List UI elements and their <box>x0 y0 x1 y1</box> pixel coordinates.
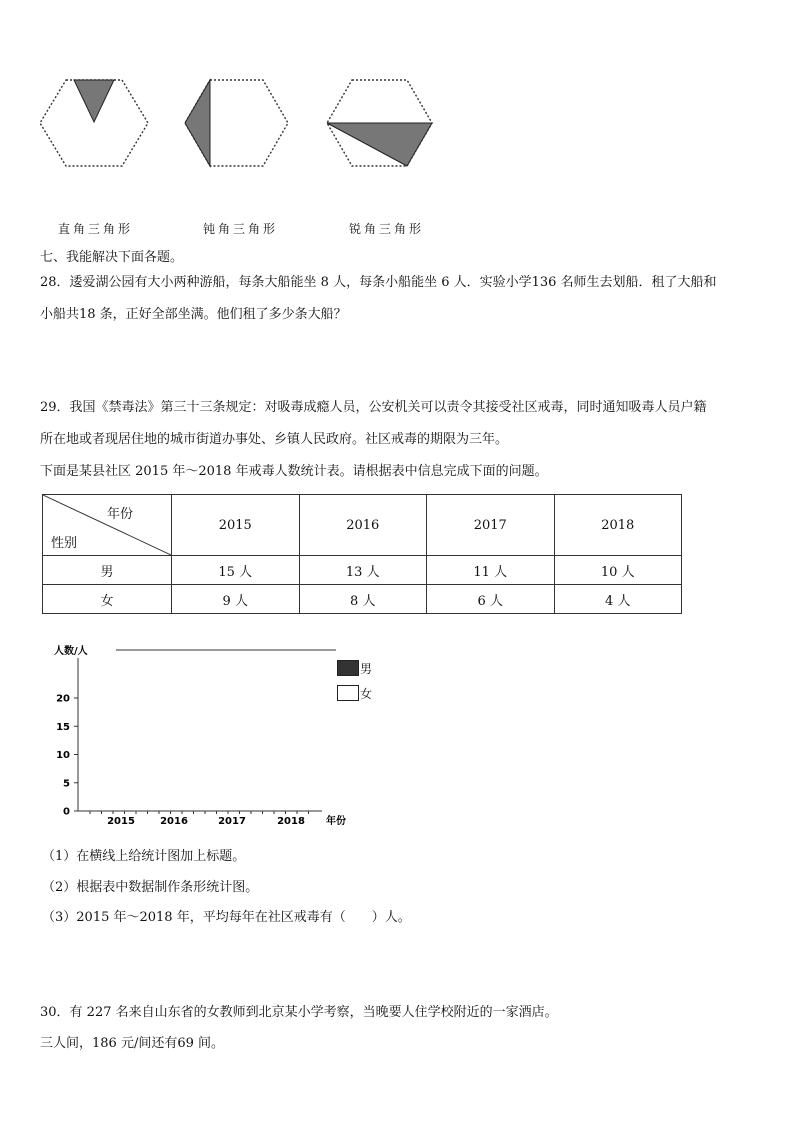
legend-label-male: 男 <box>360 662 373 676</box>
year-header: 2017 <box>427 495 555 556</box>
row-label: 男 <box>43 556 172 585</box>
table-row <box>43 585 682 614</box>
q30-line2: 三人间，186 元/间还有69 间。 <box>40 1036 224 1051</box>
x-tick-label: 2016 <box>160 816 188 827</box>
legend-swatch-female <box>337 685 359 701</box>
q28-line1: 28．逶爱湖公园有大小两种游船，每条大船能坐 8 人，每条小船能坐 6 人．实验小学136 名师生去划船．租了大船和 <box>40 275 717 290</box>
q29-line1: 29．我国《禁毒法》第三十三条规定：对吸毒成瘾人员，公安机关可以责令其接受社区戒毒，同时通知吸毒人员户籍 <box>40 400 707 415</box>
hexagon-right-triangle <box>40 80 148 166</box>
triangle-figures <box>0 0 794 240</box>
table-header-row <box>43 495 682 556</box>
y-tick-label: 15 <box>56 721 70 733</box>
table-cell: 13 人 <box>299 556 427 585</box>
corner-gender-label: 性别 <box>51 536 78 551</box>
q29-line2: 所在地或者现居住地的城市街道办事处、乡镇人民政府。社区戒毒的期限为三年。 <box>40 432 509 447</box>
y-tick-label: 5 <box>63 778 70 790</box>
table-cell: 4 人 <box>554 585 682 614</box>
table-cell: 6 人 <box>427 585 555 614</box>
bar-chart <box>40 640 380 835</box>
hexagon-acute-triangle <box>327 80 432 166</box>
q29-line3: 下面是某县社区 2015 年～2018 年戒毒人数统计表。请根据表中信息完成下面的问题。 <box>40 464 548 479</box>
table-cell: 8 人 <box>299 585 427 614</box>
q29-sub3: （3）2015 年～2018 年，平均每年在社区戒毒有（ ）人。 <box>42 910 411 925</box>
row-label: 女 <box>43 585 172 614</box>
x-tick-label: 2015 <box>107 816 135 827</box>
corner-year-label: 年份 <box>106 507 133 522</box>
statistics-table <box>42 494 682 614</box>
year-header: 2018 <box>554 495 682 556</box>
y-tick-label: 10 <box>56 750 70 761</box>
hexagon-obtuse-triangle <box>185 80 288 166</box>
section-heading: 七、我能解决下面各题。 <box>40 250 184 265</box>
table-row <box>43 556 682 585</box>
y-tick-label: 20 <box>56 693 70 705</box>
legend-label-female: 女 <box>360 687 373 701</box>
year-header: 2016 <box>299 495 427 556</box>
table-cell: 15 人 <box>172 556 300 585</box>
x-tick-label: 2018 <box>277 816 305 827</box>
q28-line2: 小船共18 条，正好全部坐满。他们租了多少条大船？ <box>40 307 347 322</box>
y-axis-label: 人数/人 <box>54 646 88 657</box>
label-obtuse-triangle: 钝角三角形 <box>203 222 279 236</box>
x-axis-label: 年份 <box>326 816 346 827</box>
corner-cell <box>43 495 172 556</box>
q29-sub2: （2）根据表中数据制作条形统计图。 <box>42 880 259 895</box>
q30-line1: 30．有 227 名来自山东省的女教师到北京某小学考察，当晚要人住学校附近的一家酒店。 <box>40 1005 558 1020</box>
x-tick-label: 2017 <box>218 816 246 827</box>
year-header: 2015 <box>172 495 300 556</box>
legend-swatch-male <box>337 660 359 676</box>
label-acute-triangle: 锐角三角形 <box>349 222 425 236</box>
q29-sub1: （1）在横线上给统计图加上标题。 <box>42 849 246 864</box>
table-cell: 10 人 <box>554 556 682 585</box>
table-cell: 9 人 <box>172 585 300 614</box>
y-tick-label: 0 <box>63 806 70 818</box>
label-right-triangle: 直角三角形 <box>58 222 134 236</box>
table-cell: 11 人 <box>427 556 555 585</box>
